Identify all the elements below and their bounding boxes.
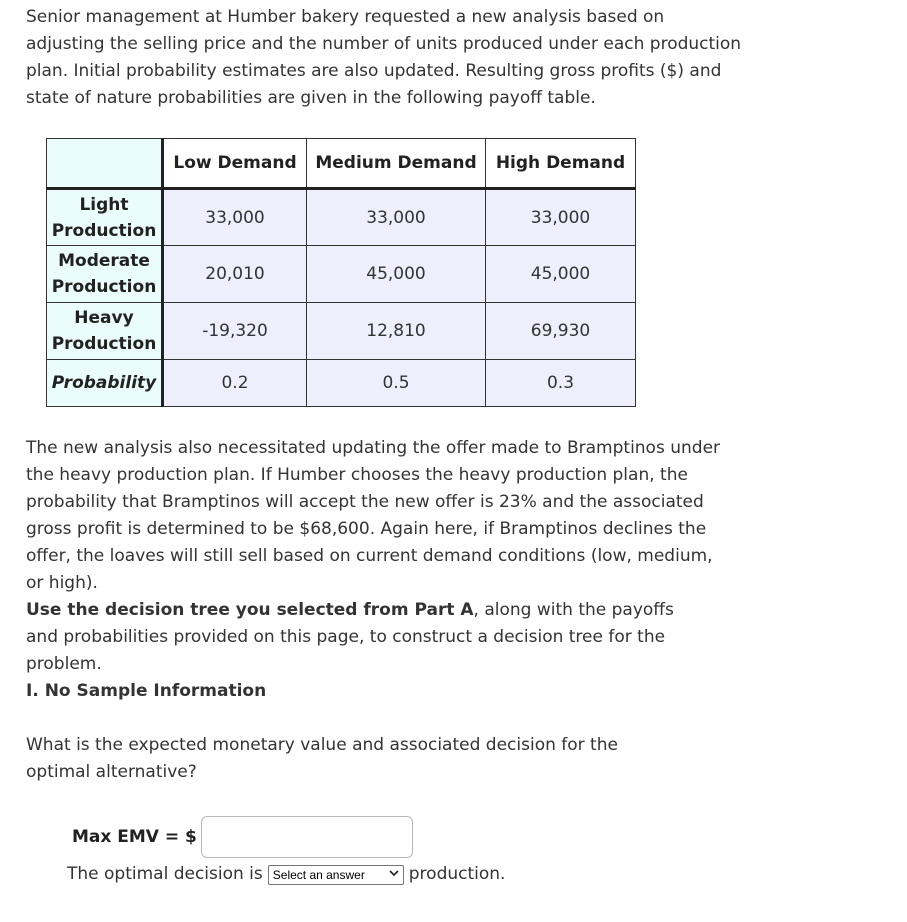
probability-cell: 0.3 <box>486 360 636 407</box>
instruction-bold: Use the decision tree you selected from Part A <box>26 600 474 620</box>
table-row <box>47 303 636 360</box>
payoff-cell: -19,320 <box>163 303 307 360</box>
row-label-line1: Moderate <box>58 251 150 271</box>
row-header-probability: Probability <box>47 360 163 407</box>
row-label-line1: Light <box>79 194 129 215</box>
table-row <box>47 189 636 246</box>
chevron-down-icon <box>389 870 399 880</box>
row-label-line2: Production <box>51 277 157 297</box>
column-header-medium-demand: Medium Demand <box>307 139 486 189</box>
probability-cell: 0.2 <box>163 360 307 407</box>
row-label-line2: Production <box>51 334 157 354</box>
payoff-cell: 33,000 <box>307 189 486 246</box>
column-header-low-demand: Low Demand <box>163 139 307 189</box>
row-header-light-production <box>47 189 163 246</box>
row-label-line1: Heavy <box>74 308 134 328</box>
instruction-rest: , along with the payoffs and probabilities provided on this page, to construct a decision tree for the problem. <box>26 600 674 674</box>
offer-paragraph: The new analysis also necessitated updating the offer made to Bramptinos under the heavy production plan. If Humber chooses the heavy production plan, the probability that Bramptinos will accept the new offer is 23% and the associated gross profit is determined to be $68,600. Again here, if Bramptinos declines the offer, the loaves will still sell based on current demand conditions (low, medium, or high). <box>26 438 721 593</box>
question-text: What is the expected monetary value and associated decision for the optimal alternative? <box>26 735 618 782</box>
payoff-cell: 45,000 <box>307 246 486 303</box>
payoff-cell: 33,000 <box>486 189 636 246</box>
section-title: I. No Sample Information <box>26 681 267 701</box>
decision-select-value: Select an answer <box>272 868 365 882</box>
row-header-moderate-production <box>47 246 163 303</box>
payoff-table <box>46 138 636 407</box>
payoff-cell: 33,000 <box>163 189 307 246</box>
probability-row <box>47 360 636 407</box>
payoff-cell: 20,010 <box>163 246 307 303</box>
column-header-high-demand: High Demand <box>486 139 636 189</box>
emv-label: Max EMV = $ <box>72 827 197 847</box>
decision-prefix: The optimal decision is <box>67 864 263 884</box>
row-label-line2: Production <box>51 220 157 241</box>
probability-cell: 0.5 <box>307 360 486 407</box>
intro-paragraph: Senior management at Humber bakery requested a new analysis based on adjusting the selling price and the number of units produced under each production plan. Initial probability estimates are also updated. Resulting gross profits ($) and state of nature probabilities are given in the following payoff table. <box>26 7 742 108</box>
row-header-heavy-production <box>47 303 163 360</box>
decision-row <box>67 864 505 884</box>
payoff-cell: 69,930 <box>486 303 636 360</box>
table-corner-cell <box>47 139 163 189</box>
payoff-cell: 45,000 <box>486 246 636 303</box>
emv-input[interactable] <box>201 816 413 858</box>
emv-row <box>72 814 413 860</box>
instruction-paragraph <box>26 597 706 678</box>
decision-suffix: production. <box>408 864 506 884</box>
decision-select[interactable] <box>268 865 404 885</box>
payoff-cell: 12,810 <box>307 303 486 360</box>
table-row <box>47 246 636 303</box>
